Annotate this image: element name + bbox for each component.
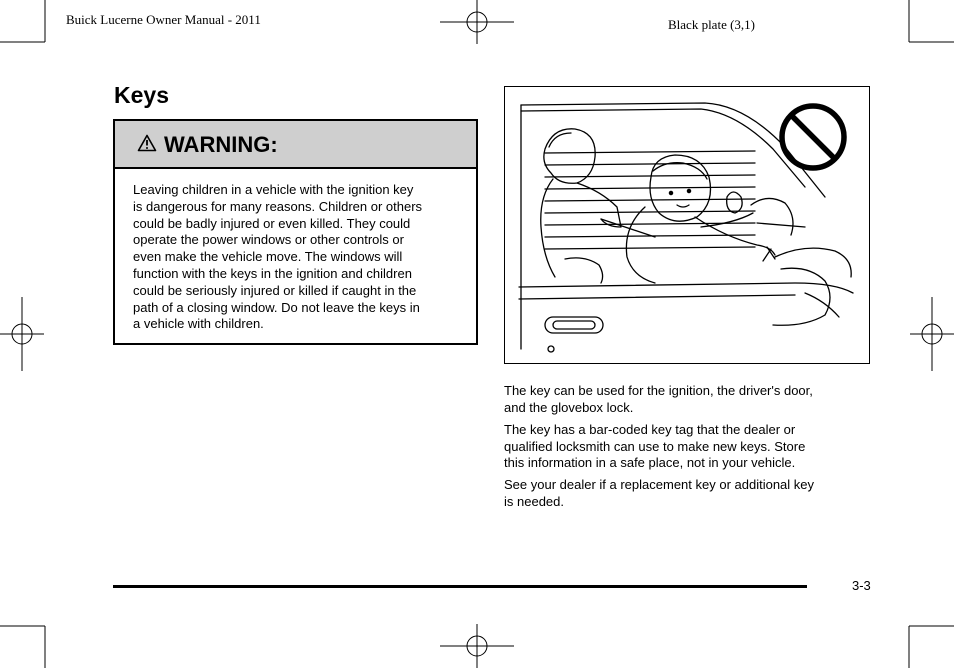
warning-triangle-icon (137, 134, 157, 152)
warning-label: WARNING: (164, 132, 278, 157)
paragraph-replacement-key: See your dealer if a replacement key or additional key is needed. (504, 477, 815, 509)
warning-box (113, 119, 478, 345)
illustration-drawing (505, 87, 869, 363)
children-in-vehicle-illustration (504, 86, 870, 364)
prohibition-sign-icon (782, 106, 844, 168)
footer-rule (113, 585, 807, 588)
paragraph-key-tag: The key has a bar-coded key tag that the dealer or qualified locksmith can use to make new keys. Store this information in a safe place, not in your vehicle. (504, 422, 806, 470)
page-number: 3-3 (852, 578, 871, 593)
header-manual-title: Buick Lucerne Owner Manual - 2011 (66, 12, 261, 27)
paragraph-key-usage: The key can be used for the ignition, the driver's door, and the glovebox lock. (504, 383, 813, 415)
warning-text: Leaving children in a vehicle with the ignition key is dangerous for many reasons. Children or others could be badly injured or even killed. They could operate the power windows or other controls or even make the vehicle move. The windows will function with the keys in the ignition and children could be seriously injured or killed if caught in the path of a closing window. Do not leave the keys in a vehicle with children. (133, 182, 423, 332)
warning-header (115, 121, 476, 169)
header-plate-info: Black plate (3,1) (668, 17, 755, 32)
page-title: Keys (114, 82, 169, 108)
